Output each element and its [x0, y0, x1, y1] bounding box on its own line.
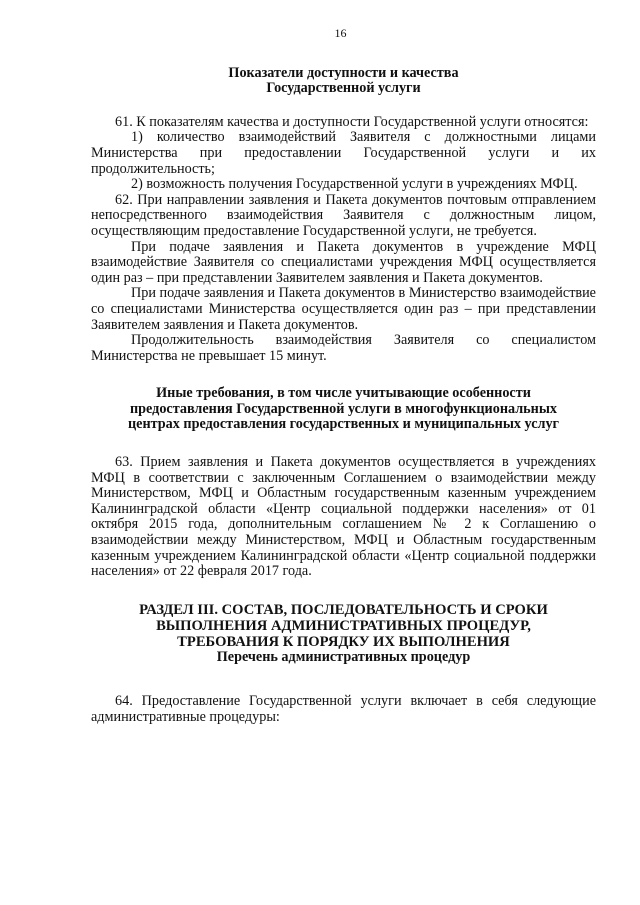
- section-heading-other-requirements: [91, 386, 596, 433]
- section-title-block: [91, 602, 596, 666]
- section-subtitle: Перечень административных процедур: [216, 649, 471, 666]
- paragraph-62-duration: Продолжительность взаимодействия Заявителя со специалистом Министерства не превышает 15 минут.: [91, 332, 596, 364]
- heading-line: Государственной услуги: [266, 80, 421, 97]
- heading-line: Иные требования, в том числе учитывающие особенности: [156, 385, 531, 402]
- section-title-line: РАЗДЕЛ III. СОСТАВ, ПОСЛЕДОВАТЕЛЬНОСТЬ И СРОКИ: [139, 601, 548, 618]
- page-number: 16: [334, 26, 347, 40]
- paragraph-61: 61. К показателям качества и доступности Государственной услуги относятся:: [115, 113, 589, 130]
- section-title-line: ТРЕБОВАНИЯ К ПОРЯДКУ ИХ ВЫПОЛНЕНИЯ: [177, 634, 510, 651]
- section-title-line: ВЫПОЛНЕНИЯ АДМИНИСТРАТИВНЫХ ПРОЦЕДУР,: [156, 618, 531, 635]
- paragraph-64: 64. Предоставление Государственной услуги включает в себя следующие административные процедуры:: [91, 693, 596, 725]
- paragraph-62-ministry: При подаче заявления и Пакета документов в Министерство взаимодействие со специалистами Министерства осуществляется один раз – при представлении Заявителем заявления и Пакета документов.: [91, 285, 596, 333]
- paragraph-63: 63. Прием заявления и Пакета документов осуществляется в учреждениях МФЦ в соответствии с заключенным Соглашением о взаимодействии между Министерством, МФЦ и Областным государственным казенным учреждением Калининградской области «Центр социальной поддержки населения» от 01 октября 2015 года, дополнительным соглашением № 2 к Соглашению о взаимодействии между Министерством, МФЦ и Областным государственным казенным учреждением Калининградской области «Центр социальной поддержки населения» от 22 февраля 2017 года.: [91, 454, 596, 580]
- heading-line: предоставления Государственной услуги в многофункциональных: [129, 400, 558, 417]
- heading-line: центрах предоставления государственных и муниципальных услуг: [127, 416, 559, 433]
- section-heading-quality: [91, 66, 596, 97]
- paragraph-62-mfc: При подаче заявления и Пакета документов в учреждение МФЦ взаимодействие Заявителя со специалистами учреждения МФЦ осуществляется один раз – при представлении Заявителем заявления и Пакета документов.: [91, 238, 596, 286]
- paragraph-61-item-1: 1) количество взаимодействий Заявителя с должностными лицами Министерства при предоставлении Государственной услуги и их продолжительность;: [91, 129, 596, 177]
- heading-line: Показатели доступности и качества: [228, 64, 459, 81]
- paragraph-62: 62. При направлении заявления и Пакета документов почтовым отправлением непосредственного взаимодействия Заявителя с должностным лицом, осуществляющим предоставление Государственной услуги, не требуется.: [91, 191, 596, 239]
- paragraph-61-item-2: 2) возможность получения Государственной услуги в учреждениях МФЦ.: [131, 176, 578, 193]
